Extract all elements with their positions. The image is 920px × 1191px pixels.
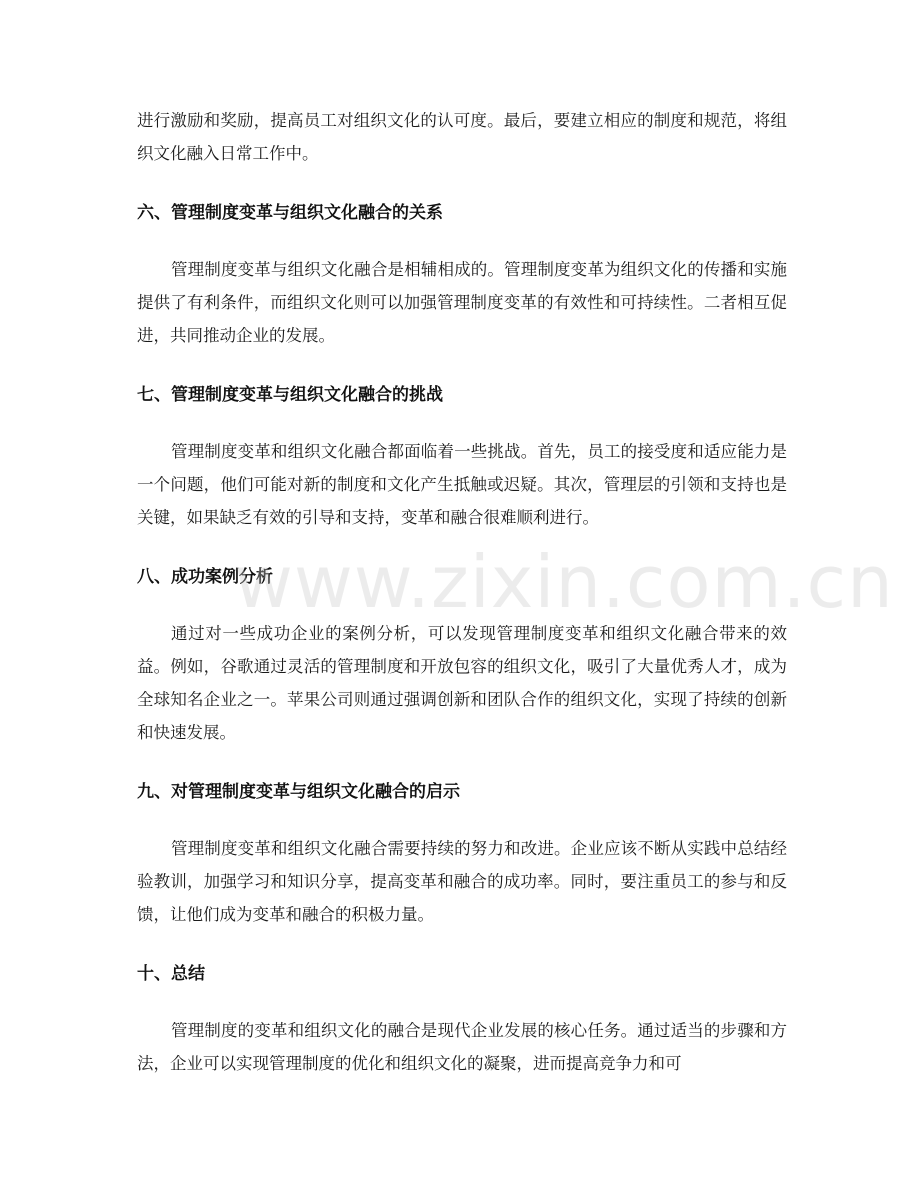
section-body-6: 管理制度变革与组织文化融合是相辅相成的。管理制度变革为组织文化的传播和实施提供了有利条件，而组织文化则可以加强管理制度变革的有效性和可持续性。二者相互促进，共同推动企业的发展。	[137, 260, 787, 345]
intro-paragraph: 进行激励和奖励，提高员工对组织文化的认可度。最后，要建立相应的制度和规范，将组织文化融入日常工作中。	[137, 111, 787, 163]
section-heading-6: 六、管理制度变革与组织文化融合的关系	[137, 203, 443, 223]
section-heading-9: 九、对管理制度变革与组织文化融合的启示	[137, 782, 460, 802]
watermark: www.zixin.com.cn	[234, 540, 894, 624]
section-body-10: 管理制度的变革和组织文化的融合是现代企业发展的核心任务。通过适当的步骤和方法，企业可以实现管理制度的优化和组织文化的凝聚，进而提高竞争力和可	[137, 1021, 787, 1073]
document-content	[137, 104, 894, 1080]
section-body-9: 管理制度变革和组织文化融合需要持续的努力和改进。企业应该不断从实践中总结经验教训，加强学习和知识分享，提高变革和融合的成功率。同时，要注重员工的参与和反馈，让他们成为变革和融合的积极力量。	[137, 839, 787, 924]
section-heading-7: 七、管理制度变革与组织文化融合的挑战	[137, 385, 443, 405]
section-body-7: 管理制度变革和组织文化融合都面临着一些挑战。首先，员工的接受度和适应能力是一个问题，他们可能对新的制度和文化产生抵触或迟疑。其次，管理层的引领和支持也是关键，如果缺乏有效的引导和支持，变革和融合很难顺利进行。	[137, 442, 787, 527]
section-heading-8: 八、成功案例分析	[137, 567, 273, 587]
section-heading-10: 十、总结	[137, 964, 205, 984]
section-body-8: 通过对一些成功企业的案例分析，可以发现管理制度变革和组织文化融合带来的效益。例如，谷歌通过灵活的管理制度和开放包容的组织文化，吸引了大量优秀人才，成为全球知名企业之一。苹果公司则通过强调创新和团队合作的组织文化，实现了持续的创新和快速发展。	[137, 624, 787, 742]
